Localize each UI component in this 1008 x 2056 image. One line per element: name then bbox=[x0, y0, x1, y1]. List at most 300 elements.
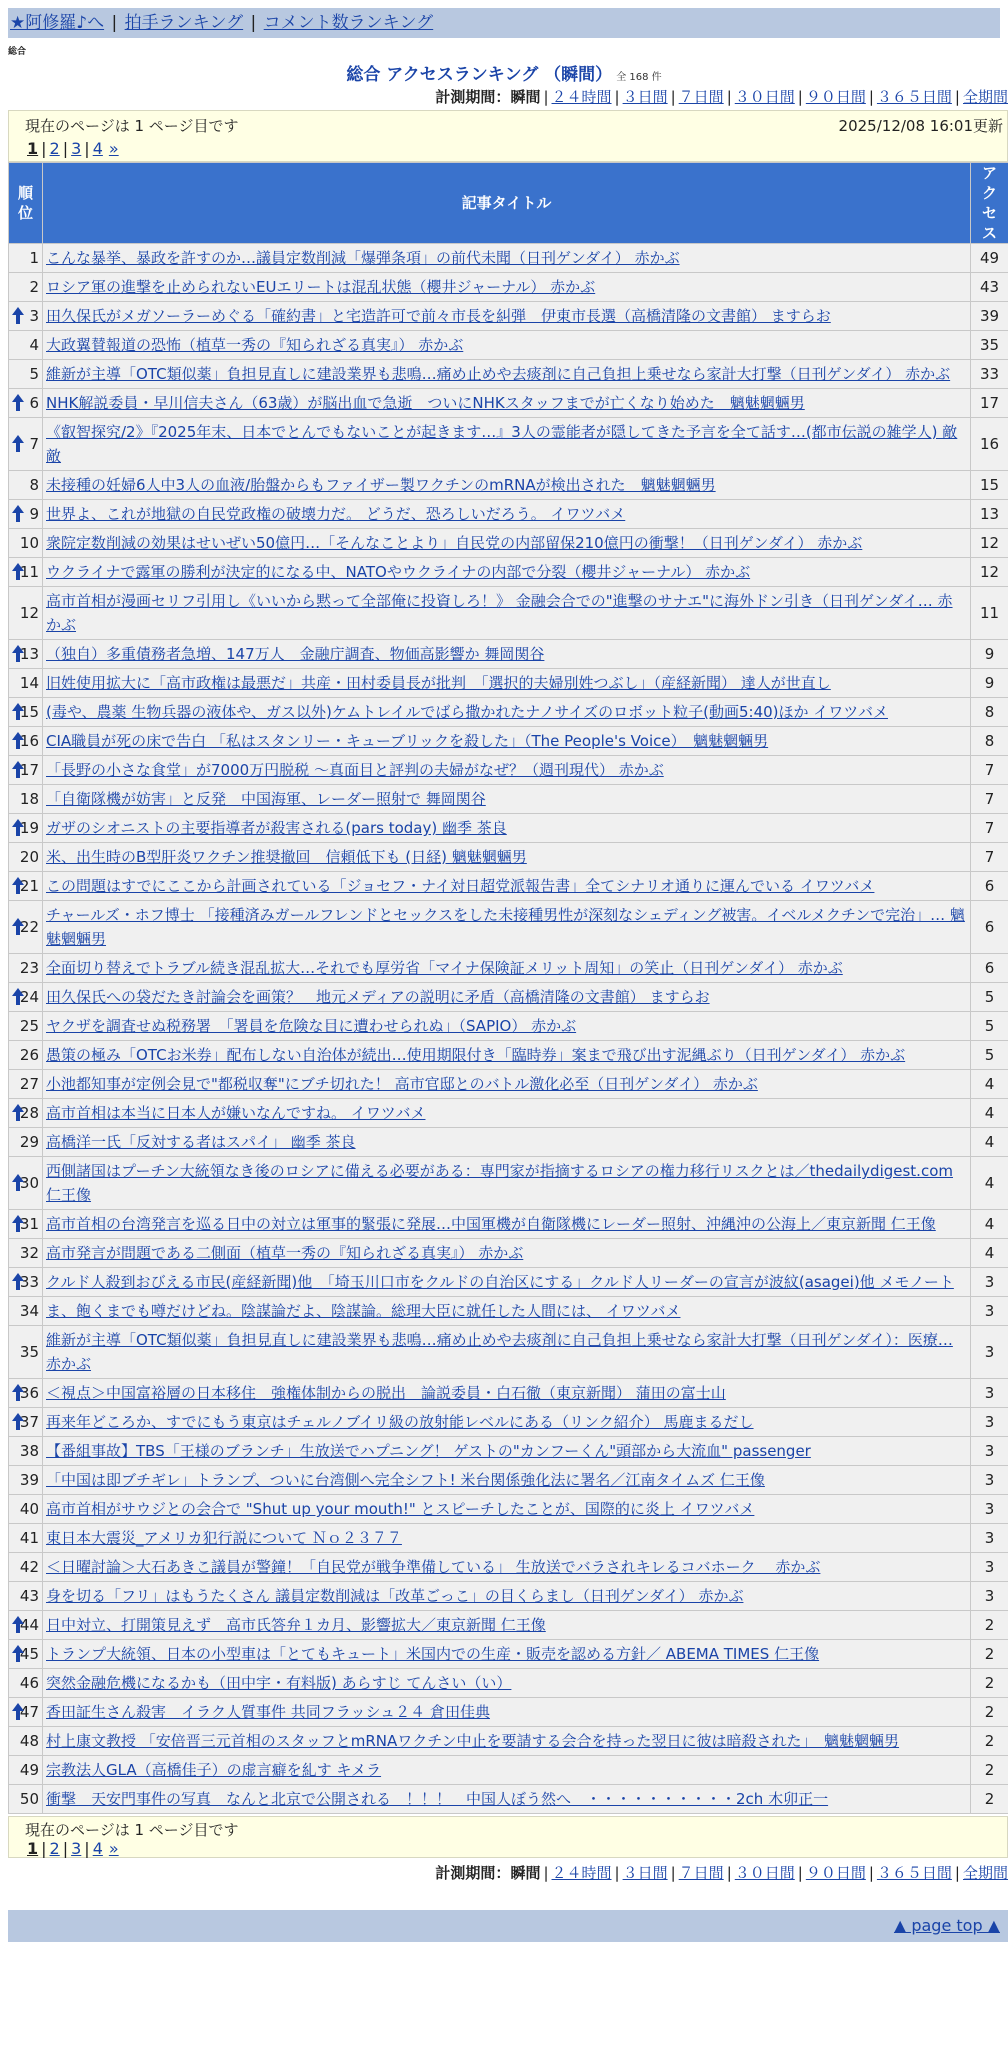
article-link[interactable]: 高市発言が問題である二側面（植草一秀の『知られざる真実』） 赤かぶ bbox=[46, 1244, 524, 1262]
title-cell bbox=[43, 1128, 971, 1157]
page-top-link[interactable]: ▲ page top ▲ bbox=[893, 1916, 1000, 1935]
access-count: 39 bbox=[971, 302, 1008, 331]
article-link[interactable]: 維新が主導「OTC類似薬」負担見直しに建設業界も悲鳴…痛め止めや去痰剤に自己負担上乗せなら家計大打撃（日刊ゲンダイ）：医療… 赤かぶ bbox=[46, 1331, 953, 1373]
next-page-link[interactable]: » bbox=[108, 139, 119, 158]
period-separator: | bbox=[614, 88, 620, 106]
page-link[interactable]: 2 bbox=[49, 1839, 60, 1858]
article-link[interactable]: 香田証生さん殺害 イラク人質事件 共同フラッシュ２４ 倉田佳典 bbox=[46, 1703, 490, 1721]
period-separator: | bbox=[543, 1864, 549, 1882]
access-count: 2 bbox=[971, 1611, 1008, 1640]
article-link[interactable]: 高市首相の台湾発言を巡る日中の対立は軍事的緊張に発展…中国軍機が自衛隊機にレーダー照射、沖縄沖の公海上／東京新聞 仁王像 bbox=[46, 1215, 936, 1233]
rank-cell bbox=[9, 983, 43, 1012]
page-current: 1 bbox=[27, 139, 39, 158]
article-link[interactable]: チャールズ・ホフ博士 「接種済みガールフレンドとセックスをした未接種男性が深刻なシェディング被害。イベルメクチンで完治」… 魑魅魍魎男 bbox=[46, 906, 965, 948]
period-link[interactable]: ９０日間 bbox=[805, 1864, 866, 1882]
rank-number: 16 bbox=[19, 732, 39, 750]
article-link[interactable]: 米、出生時のB型肝炎ワクチン推奨撤回 信頼低下も (日経) 魑魅魍魎男 bbox=[46, 848, 527, 866]
rank-cell bbox=[9, 1640, 43, 1669]
page-separator: | bbox=[62, 1839, 69, 1858]
applause-ranking-link[interactable]: 拍手ランキング bbox=[124, 13, 244, 33]
period-separator: | bbox=[868, 88, 874, 106]
article-link[interactable]: クルド人殺到おびえる市民(産経新聞)他 「埼玉川口市をクルドの自治区にする」クルド人リーダーの宣言が波紋(asagei)他 メモノート bbox=[46, 1273, 954, 1291]
rank-up-arrow-icon bbox=[11, 435, 25, 453]
rank-number: 42 bbox=[19, 1558, 39, 1576]
article-link[interactable]: 維新が主導「OTC類似薬」負担見直しに建設業界も悲鳴…痛め止めや去痰剤に自己負担上乗せなら家計大打撃（日刊ゲンダイ） 赤かぶ bbox=[46, 365, 951, 383]
period-link[interactable]: ３日間 bbox=[622, 88, 668, 106]
article-link[interactable]: 「中国は即ブチギレ」トランプ、ついに台湾側へ完全シフト! 米台関係強化法に署名／江南タイムズ 仁王像 bbox=[46, 1471, 765, 1489]
access-count: 3 bbox=[971, 1553, 1008, 1582]
period-separator: | bbox=[670, 88, 676, 106]
article-link[interactable]: ＜視点＞中国富裕層の日本移住 強権体制からの脱出 論説委員・白石徹（東京新聞） 蒲田の富士山 bbox=[46, 1384, 726, 1402]
period-current: 瞬間 bbox=[510, 1864, 541, 1882]
period-label: 計測期間： bbox=[435, 1864, 511, 1882]
home-link[interactable]: ★阿修羅♪へ bbox=[10, 13, 105, 33]
rank-cell bbox=[9, 1785, 43, 1814]
article-link[interactable]: この問題はすでにここから計画されている「ジョセフ・ナイ対日超党派報告書」全てシナリオ通りに運んでいる イワツバメ bbox=[46, 877, 875, 895]
title-cell bbox=[43, 418, 971, 471]
title-cell bbox=[43, 1239, 971, 1268]
article-link[interactable]: 西側諸国はプーチン大統領なき後のロシアに備える必要がある：専門家が指摘するロシアの権力移行リスクとは／thedailydigest.com 仁王像 bbox=[46, 1162, 953, 1204]
period-separator: | bbox=[797, 88, 803, 106]
period-selector-top bbox=[0, 86, 1008, 107]
article-link[interactable]: ロシア軍の進撃を止められないEUエリートは混乱状態（櫻井ジャーナル） 赤かぶ bbox=[46, 278, 596, 296]
table-row bbox=[9, 1727, 1008, 1756]
access-count: 2 bbox=[971, 1640, 1008, 1669]
access-count: 3 bbox=[971, 1326, 1008, 1379]
title-cell bbox=[43, 1041, 971, 1070]
access-count: 11 bbox=[971, 587, 1008, 640]
title-cell bbox=[43, 331, 971, 360]
rank-cell bbox=[9, 1297, 43, 1326]
title-cell bbox=[43, 1785, 971, 1814]
article-link[interactable]: (毒や、農薬 生物兵器の液体や、ガス以外)ケムトレイルでばら撒かれたナノサイズのロボット粒子(動画5:40)ほか イワツバメ bbox=[46, 703, 888, 721]
article-link[interactable]: 田久保氏への袋だたき討論会を画策？ 地元メディアの説明に矛盾（高橋清隆の文書館） ますらお bbox=[46, 988, 710, 1006]
article-link[interactable]: 大政翼賛報道の恐怖（植草一秀の『知られざる真実』） 赤かぶ bbox=[46, 336, 464, 354]
table-row bbox=[9, 500, 1008, 529]
rank-number: 23 bbox=[19, 959, 39, 977]
title-cell bbox=[43, 756, 971, 785]
table-row bbox=[9, 1128, 1008, 1157]
rank-number: 9 bbox=[29, 505, 39, 523]
ranking-title: 総合 アクセスランキング （瞬間） bbox=[346, 65, 613, 85]
article-link[interactable]: 衆院定数削減の効果はせいぜい50億円…「そんなことより」自民党の内部留保210億円の衝撃！（日刊ゲンダイ） 赤かぶ bbox=[46, 534, 863, 552]
table-row bbox=[9, 1408, 1008, 1437]
access-count: 6 bbox=[971, 954, 1008, 983]
rank-up-arrow-icon bbox=[11, 1703, 25, 1721]
rank-number: 7 bbox=[29, 435, 39, 453]
access-count: 6 bbox=[971, 901, 1008, 954]
table-row bbox=[9, 1524, 1008, 1553]
period-link[interactable]: ９０日間 bbox=[805, 88, 866, 106]
rank-number: 48 bbox=[19, 1732, 39, 1750]
rank-up-arrow-icon bbox=[11, 1645, 25, 1663]
rank-number: 34 bbox=[19, 1302, 39, 1320]
title-cell bbox=[43, 1466, 971, 1495]
access-count: 4 bbox=[971, 1070, 1008, 1099]
col-title-header: 記事タイトル bbox=[43, 163, 971, 244]
table-row bbox=[9, 558, 1008, 587]
table-row bbox=[9, 1210, 1008, 1239]
table-row bbox=[9, 1070, 1008, 1099]
title-cell bbox=[43, 954, 971, 983]
article-link[interactable]: 全面切り替えでトラブル続き混乱拡大…それでも厚労省「マイナ保険証メリット周知」の笑止（日刊ゲンダイ） 赤かぶ bbox=[46, 959, 843, 977]
article-link[interactable]: 東日本大震災_アメリカ犯行説について Ｎｏ２３７７ bbox=[46, 1529, 402, 1547]
rank-number: 13 bbox=[19, 645, 39, 663]
article-link[interactable]: ガザのシオニストの主要指導者が殺害される(pars today) 幽季 茶良 bbox=[46, 819, 507, 837]
title-cell bbox=[43, 872, 971, 901]
rank-number: 37 bbox=[19, 1413, 39, 1431]
title-cell bbox=[43, 389, 971, 418]
rank-number: 47 bbox=[19, 1703, 39, 1721]
article-link[interactable]: 突然金融危機になるかも（田中宇・有料版) あらすじ てんさい（い） bbox=[46, 1674, 512, 1692]
access-count: 5 bbox=[971, 1012, 1008, 1041]
access-count: 3 bbox=[971, 1268, 1008, 1297]
title-cell bbox=[43, 640, 971, 669]
access-count: 3 bbox=[971, 1408, 1008, 1437]
title-cell bbox=[43, 727, 971, 756]
article-link[interactable]: 身を切る「フリ」はもうたくさん 議員定数削減は「改革ごっこ」の目くらまし（日刊ゲンダイ） 赤かぶ bbox=[46, 1587, 744, 1605]
title-cell bbox=[43, 1640, 971, 1669]
rank-number: 14 bbox=[19, 674, 39, 692]
access-count: 9 bbox=[971, 640, 1008, 669]
rank-number: 11 bbox=[19, 563, 39, 581]
current-page-text: 現在のページは 1 ページ目です bbox=[25, 117, 239, 135]
rank-number: 8 bbox=[29, 476, 39, 494]
rank-cell bbox=[9, 814, 43, 843]
page-link[interactable]: 4 bbox=[92, 139, 103, 158]
table-row bbox=[9, 1640, 1008, 1669]
table-row bbox=[9, 983, 1008, 1012]
rank-cell bbox=[9, 1553, 43, 1582]
rank-cell bbox=[9, 558, 43, 587]
title-cell bbox=[43, 273, 971, 302]
table-row bbox=[9, 669, 1008, 698]
rank-number: 40 bbox=[19, 1500, 39, 1518]
table-row bbox=[9, 872, 1008, 901]
rank-cell bbox=[9, 1698, 43, 1727]
rank-number: 36 bbox=[19, 1384, 39, 1402]
rank-number: 15 bbox=[19, 703, 39, 721]
table-row bbox=[9, 244, 1008, 273]
rank-up-arrow-icon bbox=[11, 918, 25, 936]
title-cell bbox=[43, 302, 971, 331]
rank-up-arrow-icon bbox=[11, 394, 25, 412]
access-count: 12 bbox=[971, 529, 1008, 558]
title-cell bbox=[43, 1379, 971, 1408]
rank-cell bbox=[9, 872, 43, 901]
title-cell bbox=[43, 1669, 971, 1698]
table-row bbox=[9, 1756, 1008, 1785]
rank-number: 27 bbox=[19, 1075, 39, 1093]
article-link[interactable]: 【番組事故】TBS「王様のブランチ」生放送でハプニング！ ゲストの"カンフーくん"頭部から大流血" passenger bbox=[46, 1442, 811, 1460]
rank-number: 32 bbox=[19, 1244, 39, 1262]
access-count: 13 bbox=[971, 500, 1008, 529]
rank-number: 26 bbox=[19, 1046, 39, 1064]
article-link[interactable]: 高市首相は本当に日本人が嫌いなんですね。 イワツバメ bbox=[46, 1104, 426, 1122]
article-link[interactable]: ヤクザを調査せぬ税務署 「署員を危険な目に遭わせられぬ」（SAPIO） 赤かぶ bbox=[46, 1017, 577, 1035]
period-link[interactable]: ２４時間 bbox=[551, 1864, 612, 1882]
title-cell bbox=[43, 529, 971, 558]
article-link[interactable]: 高市首相が漫画セリフ引用し《いいから黙って全部俺に投資しろ！》 金融会合での"進撃のサナエ"に海外ドン引き（日刊ゲンダイ… 赤かぶ bbox=[46, 592, 953, 634]
title-cell bbox=[43, 1611, 971, 1640]
period-link[interactable]: ２４時間 bbox=[551, 88, 612, 106]
rank-number: 20 bbox=[19, 848, 39, 866]
rank-cell bbox=[9, 901, 43, 954]
page-link[interactable]: 3 bbox=[71, 139, 82, 158]
rank-cell bbox=[9, 1157, 43, 1210]
article-link[interactable]: 高橋洋一氏「反対する者はスパイ」 幽季 茶良 bbox=[46, 1133, 356, 1151]
article-link[interactable]: 「自衛隊機が妨害」と反発 中国海軍、レーダー照射で 舞岡関谷 bbox=[46, 790, 486, 808]
page-separator: | bbox=[84, 139, 90, 158]
rank-number: 41 bbox=[19, 1529, 39, 1547]
col-access-header: アクセス bbox=[971, 163, 1008, 244]
rank-cell bbox=[9, 1041, 43, 1070]
title-cell bbox=[43, 843, 971, 872]
rank-up-arrow-icon bbox=[11, 732, 25, 750]
rank-cell bbox=[9, 587, 43, 640]
period-link[interactable]: ３日間 bbox=[622, 1864, 668, 1882]
rank-cell bbox=[9, 1727, 43, 1756]
page-link[interactable]: 4 bbox=[92, 1839, 103, 1858]
access-count: 2 bbox=[971, 1756, 1008, 1785]
rank-number: 28 bbox=[19, 1104, 39, 1122]
article-link[interactable]: 再来年どころか、すでにもう東京はチェルノブイリ級の放射能レベルにある（リンク紹介） 馬鹿まるだし bbox=[46, 1413, 754, 1431]
pager-bottom bbox=[8, 1816, 1008, 1858]
access-count: 12 bbox=[971, 558, 1008, 587]
rank-number: 2 bbox=[29, 278, 39, 296]
period-link[interactable]: ７日間 bbox=[678, 1864, 724, 1882]
period-link[interactable]: 全期間 bbox=[962, 88, 1008, 106]
rank-up-arrow-icon bbox=[11, 1215, 25, 1233]
rank-cell bbox=[9, 529, 43, 558]
rank-cell bbox=[9, 727, 43, 756]
table-row bbox=[9, 1466, 1008, 1495]
table-row bbox=[9, 1297, 1008, 1326]
period-link[interactable]: 全期間 bbox=[962, 1864, 1008, 1882]
rank-cell bbox=[9, 1466, 43, 1495]
rank-cell bbox=[9, 1669, 43, 1698]
page-link[interactable]: 3 bbox=[71, 1839, 82, 1858]
table-row bbox=[9, 418, 1008, 471]
rank-cell bbox=[9, 843, 43, 872]
rank-cell bbox=[9, 360, 43, 389]
period-separator: | bbox=[868, 1864, 874, 1882]
rank-cell bbox=[9, 389, 43, 418]
table-row bbox=[9, 1495, 1008, 1524]
rank-cell bbox=[9, 785, 43, 814]
title-cell bbox=[43, 1408, 971, 1437]
access-count: 3 bbox=[971, 1524, 1008, 1553]
rank-cell bbox=[9, 1099, 43, 1128]
article-link[interactable]: 《叡智探究/2》『2025年末、日本でとんでもないことが起きます…』3人の霊能者が隠してきた予言を全て話す…(都市伝説の雑学人) 敵敵 bbox=[46, 423, 958, 465]
article-link[interactable]: （独自）多重債務者急増、147万人 金融庁調査、物価高影響か 舞岡関谷 bbox=[46, 645, 545, 663]
title-cell bbox=[43, 558, 971, 587]
title-cell bbox=[43, 1157, 971, 1210]
article-link[interactable]: 旧姓使用拡大に「高市政権は最悪だ」共産・田村委員長が批判 「選択的夫婦別姓つぶし」（産経新聞） 達人が世直し bbox=[46, 674, 831, 692]
rank-cell bbox=[9, 1379, 43, 1408]
title-cell bbox=[43, 1297, 971, 1326]
table-row bbox=[9, 843, 1008, 872]
table-row bbox=[9, 1437, 1008, 1466]
article-link[interactable]: 日中対立、打開策見えず 高市氏答弁１カ月、影響拡大／東京新聞 仁王像 bbox=[46, 1616, 546, 1634]
table-row bbox=[9, 1157, 1008, 1210]
current-page-text: 現在のページは 1 ページ目です bbox=[25, 1821, 239, 1839]
rank-number: 24 bbox=[19, 988, 39, 1006]
table-row bbox=[9, 1698, 1008, 1727]
table-row bbox=[9, 471, 1008, 500]
access-count: 9 bbox=[971, 669, 1008, 698]
access-count: 6 bbox=[971, 872, 1008, 901]
article-link[interactable]: 宗教法人GLA（高橋佳子）の虚言癖を糺す キメラ bbox=[46, 1761, 382, 1779]
article-link[interactable]: 「長野の小さな食堂」が7000万円脱税 ～真面目と評判の夫婦がなぜ？（週刊現代） 赤かぶ bbox=[46, 761, 664, 779]
table-row bbox=[9, 1611, 1008, 1640]
comment-ranking-link[interactable]: コメント数ランキング bbox=[263, 13, 434, 33]
period-separator: | bbox=[614, 1864, 620, 1882]
rank-cell bbox=[9, 1012, 43, 1041]
period-link[interactable]: ３０日間 bbox=[734, 1864, 795, 1882]
access-count: 2 bbox=[971, 1698, 1008, 1727]
access-count: 43 bbox=[971, 273, 1008, 302]
period-link[interactable]: ３６５日間 bbox=[876, 88, 952, 106]
page-links bbox=[27, 139, 119, 158]
ranking-table bbox=[8, 162, 1008, 1814]
rank-up-arrow-icon bbox=[11, 1104, 25, 1122]
page-link[interactable]: 2 bbox=[49, 139, 60, 158]
access-count: 3 bbox=[971, 1582, 1008, 1611]
period-label: 計測期間： bbox=[435, 88, 511, 106]
title-cell bbox=[43, 360, 971, 389]
rank-up-arrow-icon bbox=[11, 819, 25, 837]
rank-cell bbox=[9, 1239, 43, 1268]
title-cell bbox=[43, 471, 971, 500]
article-link[interactable]: 高市首相がサウジとの会合で "Shut up your mouth!" とスピーチしたことが、国際的に炎上 イワツバメ bbox=[46, 1500, 755, 1518]
title-cell bbox=[43, 1582, 971, 1611]
article-link[interactable]: トランプ大統領、日本の小型車は「とてもキュート」米国内での生産・販売を認める方針／ ABEMA TIMES 仁王像 bbox=[46, 1645, 820, 1663]
title-cell bbox=[43, 1326, 971, 1379]
access-count: 7 bbox=[971, 843, 1008, 872]
period-separator: | bbox=[726, 88, 732, 106]
article-link[interactable]: 衝撃 天安門事件の写真 なんと北京で公開される ！！！ 中国人ぼう然へ ・・・・・・・・・・2ch 木卯正一 bbox=[46, 1790, 829, 1808]
rank-number: 30 bbox=[19, 1174, 39, 1192]
access-count: 5 bbox=[971, 983, 1008, 1012]
article-link[interactable]: 小池都知事が定例会見で"都税収奪"にブチ切れた！ 高市官邸とのバトル激化必至（日刊ゲンダイ） 赤かぶ bbox=[46, 1075, 758, 1093]
rank-up-arrow-icon bbox=[11, 988, 25, 1006]
rank-number: 6 bbox=[29, 394, 39, 412]
nav-separator: | bbox=[250, 13, 257, 33]
page-separator: | bbox=[62, 139, 69, 158]
access-count: 4 bbox=[971, 1128, 1008, 1157]
rank-up-arrow-icon bbox=[11, 1413, 25, 1431]
period-link[interactable]: ３６５日間 bbox=[876, 1864, 952, 1882]
page-separator: | bbox=[41, 1839, 47, 1858]
access-count: 4 bbox=[971, 1239, 1008, 1268]
access-count: 3 bbox=[971, 1495, 1008, 1524]
page-title bbox=[0, 60, 1008, 85]
title-cell bbox=[43, 814, 971, 843]
rank-number: 38 bbox=[19, 1442, 39, 1460]
rank-up-arrow-icon bbox=[11, 703, 25, 721]
title-cell bbox=[43, 901, 971, 954]
rank-cell bbox=[9, 418, 43, 471]
article-link[interactable]: こんな暴挙、暴政を許すのか…議員定数削減「爆弾条項」の前代未聞（日刊ゲンダイ） 赤かぶ bbox=[46, 249, 680, 267]
rank-number: 43 bbox=[19, 1587, 39, 1605]
table-row bbox=[9, 331, 1008, 360]
access-count: 3 bbox=[971, 1466, 1008, 1495]
rank-number: 25 bbox=[19, 1017, 39, 1035]
title-cell bbox=[43, 785, 971, 814]
article-link[interactable]: CIA職員が死の床で告白 「私はスタンリー・キューブリックを殺した」（The People's Voice） 魑魅魍魎男 bbox=[46, 732, 769, 750]
rank-number: 4 bbox=[29, 336, 39, 354]
access-count: 4 bbox=[971, 1210, 1008, 1239]
period-separator: | bbox=[726, 1864, 732, 1882]
table-row bbox=[9, 1041, 1008, 1070]
rank-number: 35 bbox=[19, 1343, 39, 1361]
footer-bar bbox=[8, 1910, 1008, 1942]
top-nav-bar bbox=[8, 8, 1000, 38]
next-page-link[interactable]: » bbox=[108, 1839, 119, 1858]
access-count: 3 bbox=[971, 1437, 1008, 1466]
access-count: 4 bbox=[971, 1157, 1008, 1210]
access-count: 5 bbox=[971, 1041, 1008, 1070]
title-cell bbox=[43, 244, 971, 273]
access-count: 7 bbox=[971, 756, 1008, 785]
table-row bbox=[9, 1785, 1008, 1814]
period-link[interactable]: ７日間 bbox=[678, 88, 724, 106]
title-cell bbox=[43, 983, 971, 1012]
rank-cell bbox=[9, 756, 43, 785]
article-link[interactable]: 世界よ、これが地獄の自民党政権の破壊力だ。 どうだ、恐ろしいだろう。 イワツバメ bbox=[46, 505, 626, 523]
period-separator: | bbox=[543, 88, 549, 106]
table-row bbox=[9, 1012, 1008, 1041]
table-row bbox=[9, 901, 1008, 954]
table-row bbox=[9, 1326, 1008, 1379]
rank-cell bbox=[9, 1408, 43, 1437]
article-link[interactable]: NHK解説委員・早川信夫さん（63歳）が脳出血で急逝 ついにNHKスタッフまでが亡くなり始めた 魑魅魍魎男 bbox=[46, 394, 805, 412]
rank-cell bbox=[9, 954, 43, 983]
access-count: 8 bbox=[971, 698, 1008, 727]
article-link[interactable]: ウクライナで露軍の勝利が決定的になる中、NATOやウクライナの内部で分裂（櫻井ジャーナル） 赤かぶ bbox=[46, 563, 751, 581]
rank-cell bbox=[9, 1070, 43, 1099]
rank-number: 50 bbox=[19, 1790, 39, 1808]
access-count: 33 bbox=[971, 360, 1008, 389]
table-row bbox=[9, 389, 1008, 418]
period-link[interactable]: ３０日間 bbox=[734, 88, 795, 106]
title-cell bbox=[43, 587, 971, 640]
rank-number: 17 bbox=[19, 761, 39, 779]
rank-number: 31 bbox=[19, 1215, 39, 1233]
article-link[interactable]: 未接種の妊婦6人中3人の血液/胎盤からもファイザー製ワクチンのmRNAが検出された 魑魅魍魎男 bbox=[46, 476, 716, 494]
rank-number: 10 bbox=[19, 534, 39, 552]
article-link[interactable]: ＜日曜討論＞大石あきこ議員が警鐘！「自民党が戦争準備している」 生放送でバラされキレるコバホーク 赤かぶ bbox=[46, 1558, 821, 1576]
table-row bbox=[9, 529, 1008, 558]
page-current: 1 bbox=[27, 1839, 39, 1858]
page-separator: | bbox=[41, 139, 47, 158]
article-link[interactable]: 田久保氏がメガソーラーめぐる「確約書」と宅造許可で前々市長を糾弾 伊東市長選（高橋清隆の文書館） ますらお bbox=[46, 307, 831, 325]
title-cell bbox=[43, 1099, 971, 1128]
article-link[interactable]: 村上康文教授 「安倍晋三元首相のスタッフとmRNAワクチン中止を要請する会合を持った翌日に彼は暗殺された」 魑魅魍魎男 bbox=[46, 1732, 900, 1750]
rank-up-arrow-icon bbox=[11, 505, 25, 523]
article-link[interactable]: ま、飽くまでも噂だけどね。陰謀論だよ、陰謀論。総理大臣に就任した人間には、 イワツバメ bbox=[46, 1302, 681, 1320]
title-cell bbox=[43, 698, 971, 727]
access-count: 17 bbox=[971, 389, 1008, 418]
article-link[interactable]: 愚策の極み「OTCお米券」配布しない自治体が続出…使用期限付き「臨時券」案まで飛び出す泥縄ぶり（日刊ゲンダイ） 赤かぶ bbox=[46, 1046, 906, 1064]
access-count: 2 bbox=[971, 1727, 1008, 1756]
table-row bbox=[9, 1379, 1008, 1408]
rank-number: 46 bbox=[19, 1674, 39, 1692]
rank-up-arrow-icon bbox=[11, 1616, 25, 1634]
title-cell bbox=[43, 1756, 971, 1785]
title-cell bbox=[43, 1495, 971, 1524]
